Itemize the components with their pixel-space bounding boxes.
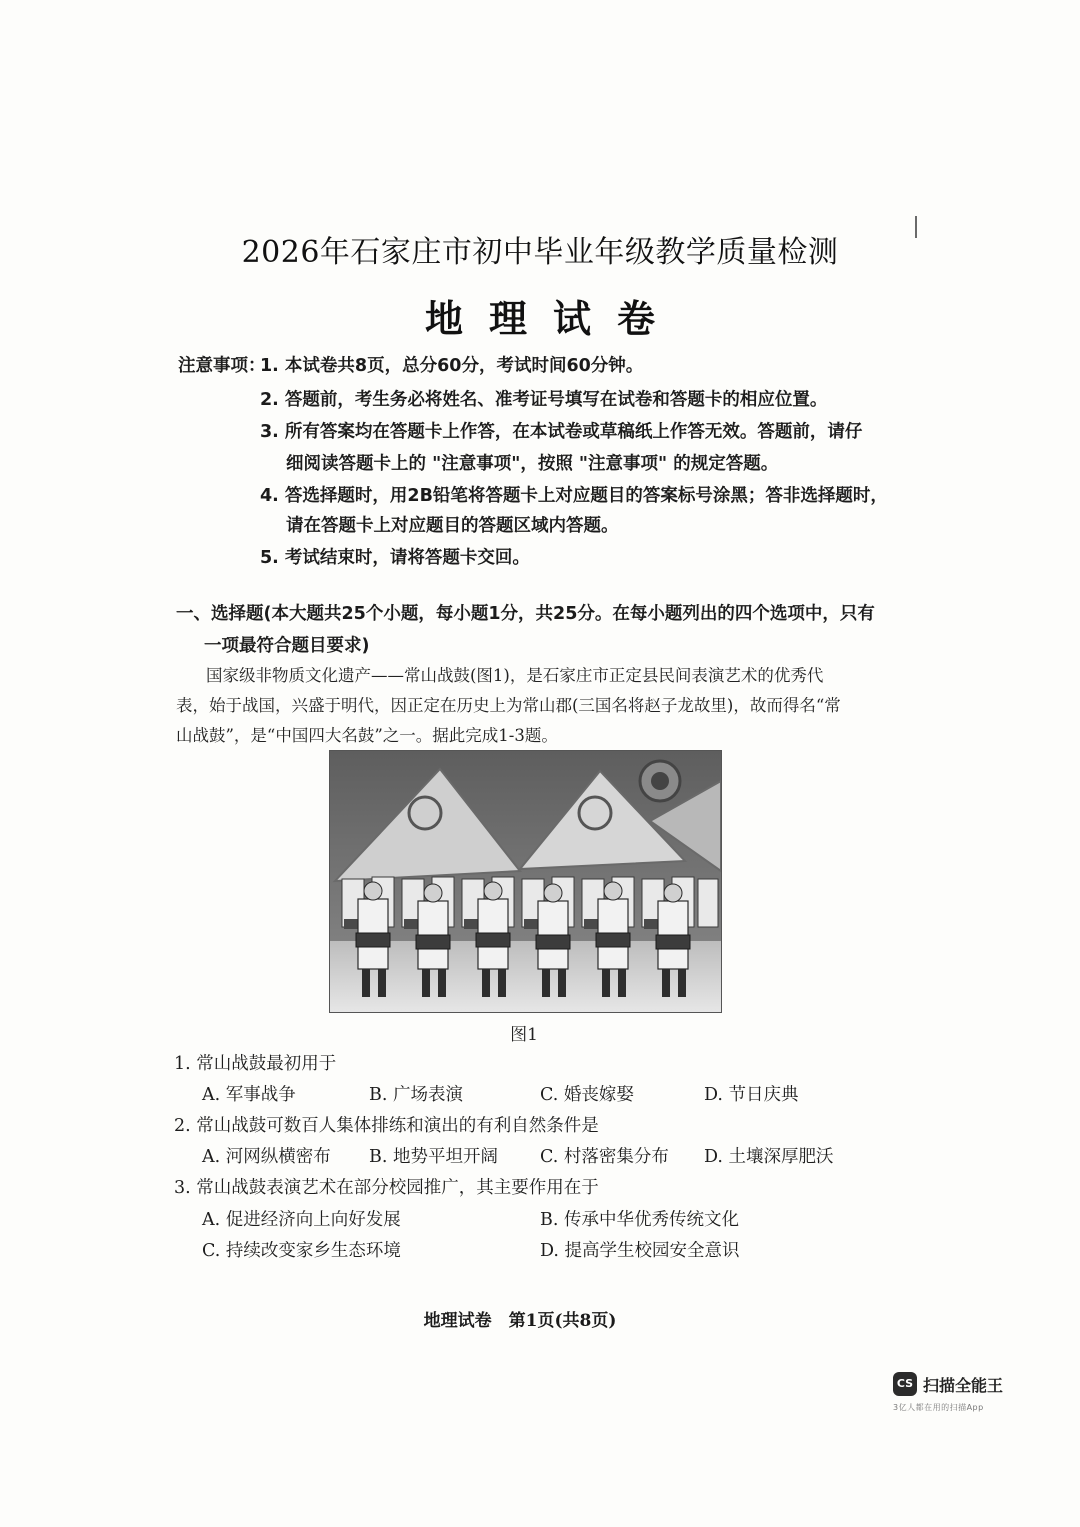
question-1-stem: 1. 常山战鼓最初用于 (174, 1054, 337, 1074)
question-2-option-d: D. 土壤深厚肥沃 (704, 1147, 834, 1167)
notice-label: 注意事项： (178, 356, 266, 376)
question-1-option-d: D. 节日庆典 (704, 1085, 799, 1105)
drum-performance-photo (329, 750, 722, 1013)
question-2-option-b: B. 地势平坦开阔 (369, 1147, 498, 1167)
notice-item-3-cont: 细阅读答题卡上的 "注意事项"，按照 "注意事项" 的规定答题。 (286, 454, 779, 474)
notice-item-5: 5. 考试结束时，请将答题卡交回。 (260, 548, 530, 568)
watermark-app-name: 扫描全能王 (923, 1376, 1004, 1395)
photo-illustration (330, 751, 721, 1012)
question-3-option-b: B. 传承中华优秀传统文化 (540, 1210, 739, 1230)
question-3-option-c: C. 持续改变家乡生态环境 (202, 1241, 401, 1261)
watermark-tagline: 3亿人都在用的扫描App (893, 1403, 984, 1412)
figure-caption: 图1 (510, 1025, 538, 1045)
passage-line-2: 表，始于战国，兴盛于明代，因正定在历史上为常山郡(三国名将赵子龙故里)，故而得名“常 (176, 696, 841, 715)
question-2-option-c: C. 村落密集分布 (540, 1147, 669, 1167)
subject-title: 地理试卷 (424, 296, 681, 341)
camscanner-logo-icon: CS (893, 1372, 917, 1396)
scanner-watermark (893, 1372, 1033, 1422)
passage-line-1: 国家级非物质文化遗产——常山战鼓(图1)，是石家庄市正定县民间表演艺术的优秀代 (206, 666, 824, 685)
exam-title: 2026年石家庄市初中毕业年级教学质量检测 (241, 235, 839, 270)
page-footer: 地理试卷 第1页(共8页) (423, 1311, 617, 1331)
question-3-option-d: D. 提高学生校园安全意识 (540, 1241, 740, 1261)
question-3-option-a: A. 促进经济向上向好发展 (202, 1210, 401, 1230)
question-2-stem: 2. 常山战鼓可数百人集体排练和演出的有利自然条件是 (174, 1116, 599, 1136)
passage-line-3: 山战鼓”，是“中国四大名鼓”之一。据此完成1-3题。 (176, 726, 558, 745)
notice-item-4: 4. 答选择题时，用2B铅笔将答题卡上对应题目的答案标号涂黑；答非选择题时， (260, 486, 888, 506)
question-1-option-a: A. 军事战争 (202, 1085, 296, 1105)
question-1-option-c: C. 婚丧嫁娶 (540, 1085, 634, 1105)
section-heading-line1: 一、选择题(本大题共25个小题，每小题1分，共25分。在每小题列出的四个选项中，只有 (176, 604, 875, 624)
notice-item-4-cont: 请在答题卡上对应题目的答题区域内答题。 (286, 516, 619, 536)
notice-item-3: 3. 所有答案均在答题卡上作答，在本试卷或草稿纸上作答无效。答题前，请仔 (260, 422, 863, 442)
notice-item-2: 2. 答题前，考生务必将姓名、准考证号填写在试卷和答题卡的相应位置。 (260, 390, 828, 410)
section-heading-line2: 一项最符合题目要求) (204, 636, 370, 656)
notice-item-1: 1. 本试卷共8页，总分60分，考试时间60分钟。 (260, 356, 644, 376)
question-1-option-b: B. 广场表演 (369, 1085, 463, 1105)
question-2-option-a: A. 河网纵横密布 (202, 1147, 331, 1167)
question-3-stem: 3. 常山战鼓表演艺术在部分校园推广，其主要作用在于 (174, 1178, 599, 1198)
